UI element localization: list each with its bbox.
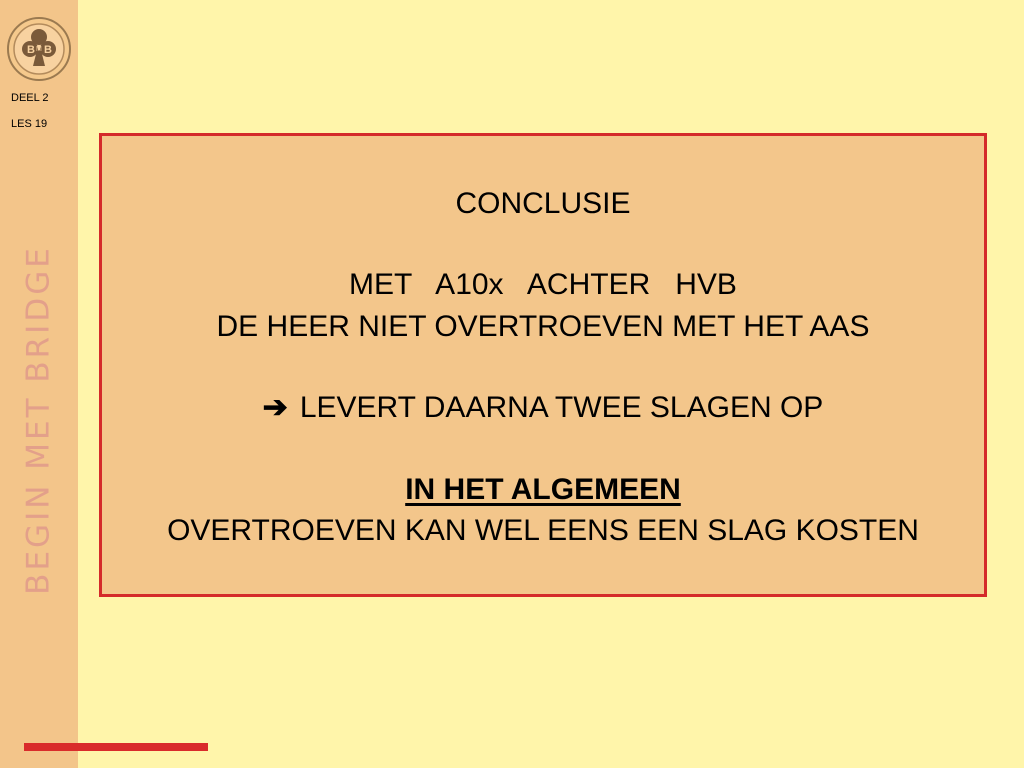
conclusion-box <box>99 133 987 597</box>
line-levert <box>102 390 984 426</box>
club-logo-icon <box>6 16 72 82</box>
svg-text:M: M <box>36 46 42 53</box>
right-arrow-icon: ➔ <box>262 391 288 424</box>
line-levert-text: LEVERT DAARNA TWEE SLAGEN OP <box>299 391 824 424</box>
svg-text:B: B <box>27 44 35 56</box>
les-label: LES 19 <box>11 118 48 130</box>
general-heading: IN HET ALGEMEEN <box>405 473 681 506</box>
deel-label: DEEL 2 <box>11 92 49 104</box>
conclusion-title: CONCLUSIE <box>455 187 631 220</box>
line-de-heer: DE HEER NIET OVERTROEVEN MET HET AAS <box>216 310 870 343</box>
left-sidebar <box>0 0 78 768</box>
line-met-a10x: MET A10x ACHTER HVB <box>349 268 737 301</box>
bottom-accent-bar <box>24 743 208 751</box>
svg-text:B: B <box>44 44 52 56</box>
brand-vertical-text: BEGIN MET BRIDGE <box>20 245 57 595</box>
line-overtroeven: OVERTROEVEN KAN WEL EENS EEN SLAG KOSTEN <box>167 514 919 547</box>
